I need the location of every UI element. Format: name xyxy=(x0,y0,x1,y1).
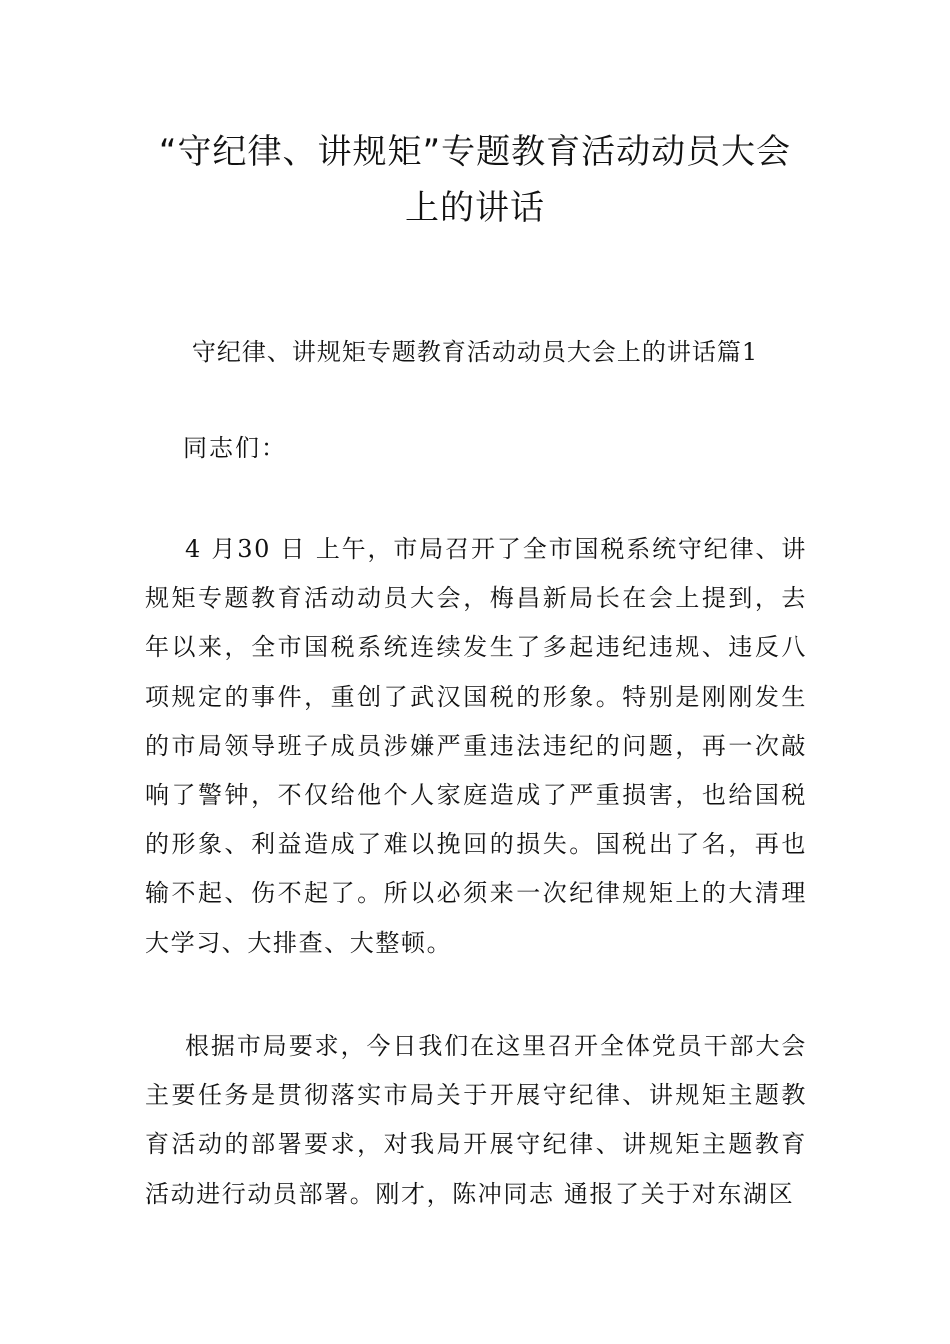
document-title: “守纪律、讲规矩”专题教育活动动员大会上的讲话 xyxy=(158,132,792,228)
document-subtitle: 守纪律、讲规矩专题教育活动动员大会上的讲话篇1 xyxy=(191,338,759,366)
body-paragraph-2: 根据市局要求，今日我们在这里召开全体党员干部大会 主要任务是贯彻落实市局关于开展守纪律、讲规矩主题教育活动的部署要求，对我局开展守纪律、讲规矩主题教育活动进行动员部署。刚才，陈冲同志 通报了关于对东湖区 xyxy=(145,1032,807,1208)
salutation: 同志们： xyxy=(183,434,287,462)
body-paragraph-1: 4 月30 日 上午，市局召开了全市国税系统守纪律、讲规矩专题教育活动动员大会，梅昌新局长在会上提到，去年以来，全市国税系统连续发生了多起违纪违规、违反八项规定的事件，重创了武汉国税的形象。特别是刚刚发生的市局领导班子成员涉嫌严重违法违纪的问题，再一次敲响了警钟，不仅给他个人家庭造成了严重损害，也给国税的形象、利益造成了难以挽回的损失。国税出了名，再也输不起、伤不起了。所以必须来一次纪律规矩上的大清理大学习、大排查、大整顿。 xyxy=(145,535,807,957)
